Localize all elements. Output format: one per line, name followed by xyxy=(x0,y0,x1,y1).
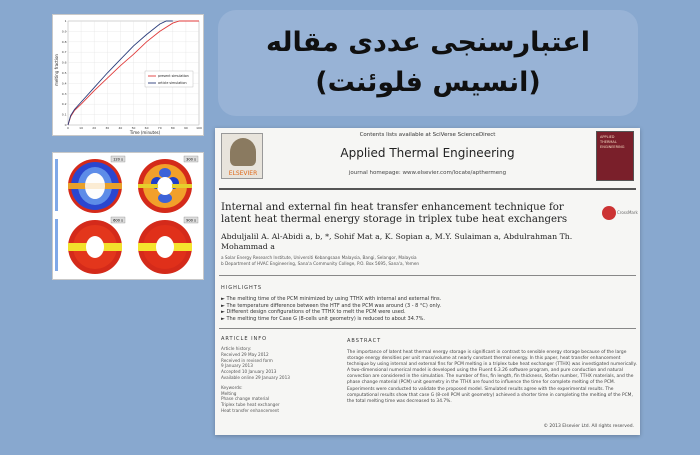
thermal-contour-svg xyxy=(53,153,205,281)
info-line: Heat transfer enhancement xyxy=(221,407,280,413)
y-tick-label: 0.4 xyxy=(61,81,67,86)
crossmark-badge xyxy=(602,206,638,226)
article-info xyxy=(221,346,331,414)
journal-name: Applied Thermal Engineering xyxy=(340,146,515,160)
info-line: Accepted 10 January 2013 xyxy=(221,369,277,375)
thermal-contour-panel xyxy=(52,152,204,280)
contour-600s xyxy=(68,220,122,274)
contour-label-2: 300 s xyxy=(186,157,196,162)
y-tick-label: 0.6 xyxy=(61,60,67,65)
x-tick-label: 70 xyxy=(157,126,162,130)
x-tick-label: 50 xyxy=(131,126,136,130)
legend-label: article simulation xyxy=(158,81,187,86)
y-tick-label: 0.1 xyxy=(61,112,67,117)
title-banner xyxy=(218,10,638,116)
highlights-list xyxy=(221,296,621,322)
info-line: 9 January 2013 xyxy=(221,363,253,369)
abstract-heading: ABSTRACT xyxy=(347,338,382,344)
x-tick-label: 80 xyxy=(170,126,175,130)
x-tick-label: 90 xyxy=(183,126,188,130)
x-tick-label: 60 xyxy=(144,126,149,130)
legend-label: present simulation xyxy=(158,74,189,79)
paper-affiliations xyxy=(221,255,621,267)
contour-label-1: 120 s xyxy=(113,157,123,162)
y-tick-label: 0.5 xyxy=(61,71,67,75)
chart-svg xyxy=(53,15,205,137)
paper-snapshot xyxy=(215,128,640,435)
affiliation-2: b Department of HVAC Engineering, Sana'a Community College, P.O. Box 5695, Sana'a, Yemen xyxy=(221,261,420,266)
highlights-rule xyxy=(219,328,636,329)
colorbar-2 xyxy=(55,219,58,271)
contents-line: Contents lists available at SciVerse ScienceDirect xyxy=(359,132,496,138)
x-tick-label: 10 xyxy=(79,126,84,130)
colorbar-1 xyxy=(55,159,58,211)
contour-label-4: 900 s xyxy=(186,218,196,223)
highlight-item: ► The melting time of the PCM minimized by using TTHX with internal and external fins. xyxy=(221,296,442,302)
y-tick-label: 0 xyxy=(64,123,67,127)
paper-title: Internal and external fin heat transfer enhancement technique for latent heat thermal energy storage in triplex tube heat exchangers xyxy=(221,202,568,225)
chart-ylabel: melting fraction xyxy=(54,54,59,86)
x-tick-label: 0 xyxy=(67,126,69,130)
journal-homepage: journal homepage: www.elsevier.com/locate/apthermeng xyxy=(348,170,507,176)
info-line: Keywords: xyxy=(221,384,243,390)
y-tick-label: 0.8 xyxy=(61,39,67,44)
contour-300s xyxy=(138,159,192,213)
x-tick-label: 30 xyxy=(105,126,110,130)
publisher-name: ELSEVIER xyxy=(228,170,258,177)
y-tick-label: 0.9 xyxy=(61,29,67,34)
melting-fraction-chart xyxy=(52,14,204,136)
chart-xlabel: Time (minutes) xyxy=(129,130,161,135)
info-line: Received in revised form xyxy=(221,357,273,363)
highlight-item: ► Different design configurations of the TTHX to melt the PCM were used. xyxy=(221,309,406,316)
cover-text: APPLIED THERMAL ENGINEERING xyxy=(600,135,625,149)
header-rule xyxy=(219,188,636,190)
copyright: © 2013 Elsevier Ltd. All rights reserved. xyxy=(543,424,634,429)
journal-cover xyxy=(596,131,634,181)
paper-header xyxy=(215,128,640,184)
highlights-heading: HIGHLIGHTS xyxy=(221,285,262,291)
info-line: Phase change material xyxy=(221,396,270,402)
info-line: Available online 29 January 2013 xyxy=(221,374,290,380)
abstract-text: The importance of latent heat thermal energy storage is significant in contrast to sensible energy storage because of the large storage energy densities per unit mass/volume at nearly constant thermal energy. In this paper, heat transfer enhancement technique by using internal and external fins for PCM melting in a triplex tube heat exchanger (TTHX) was investigated numerically. A two-dimensional numerical model is developed using the Fluent 6.3.26 software program, and pure conduction and natural convection are considered in the simulation. The number of fins, fin length, fin thickness, Stefan number, TTHX materials, and the phase change material (PCM) unit geometry in the TTHX are found to influence the time for complete melting of the PCM. Experiments were conducted to validate the proposed model. Simulated results agree with the experimental results. The computational results show that case G (8-cell PCM unit geometry) achieved a shorter time in completing the melting of the PCM, the total melting time was decreased to 34.7%. xyxy=(347,350,637,404)
contour-900s xyxy=(138,220,192,274)
crossmark-icon xyxy=(602,206,616,220)
y-tick-label: 0.3 xyxy=(61,91,67,96)
info-line: Received 29 May 2012 xyxy=(221,351,269,357)
title-line-2: (انسیس فلوئنت) xyxy=(315,67,541,98)
title-line-1: اعتبارسنجی عددی مقاله xyxy=(266,27,591,58)
article-info-heading: ARTICLE INFO xyxy=(221,336,268,342)
highlight-item: ► The temperature difference between the HTF and the PCM was around (3 - 8 °C) only. xyxy=(221,302,441,309)
affil-rule xyxy=(219,275,636,276)
x-tick-label: 20 xyxy=(92,126,97,130)
crossmark-label: CrossMark xyxy=(617,210,638,215)
affiliation-1: a Solar Energy Research Institute, Universiti Kebangsaan Malaysia, Bangi, Selangor, Malaysia xyxy=(221,255,417,260)
y-tick-label: 0.2 xyxy=(61,102,67,107)
contour-label-3: 600 s xyxy=(113,218,123,223)
info-line: Article history: xyxy=(221,346,252,351)
highlight-item: ► The melting time for Case G (8-cells unit geometry) is reduced to about 34.7%. xyxy=(221,315,425,322)
y-tick-label: 0.7 xyxy=(61,50,67,55)
x-tick-label: 100 xyxy=(196,126,202,130)
paper-authors: Abduljalil A. Al-Abidi a, b, *, Sohif Mat a, K. Sopian a, M.Y. Sulaiman a, Abdulrahman Th. Mohammad a xyxy=(221,232,573,251)
x-tick-label: 40 xyxy=(118,126,123,130)
contour-120s xyxy=(68,159,122,213)
info-line: Melting xyxy=(221,390,237,396)
y-tick-label: 1 xyxy=(64,19,67,23)
info-line: Triplex tube heat exchanger xyxy=(221,402,280,408)
